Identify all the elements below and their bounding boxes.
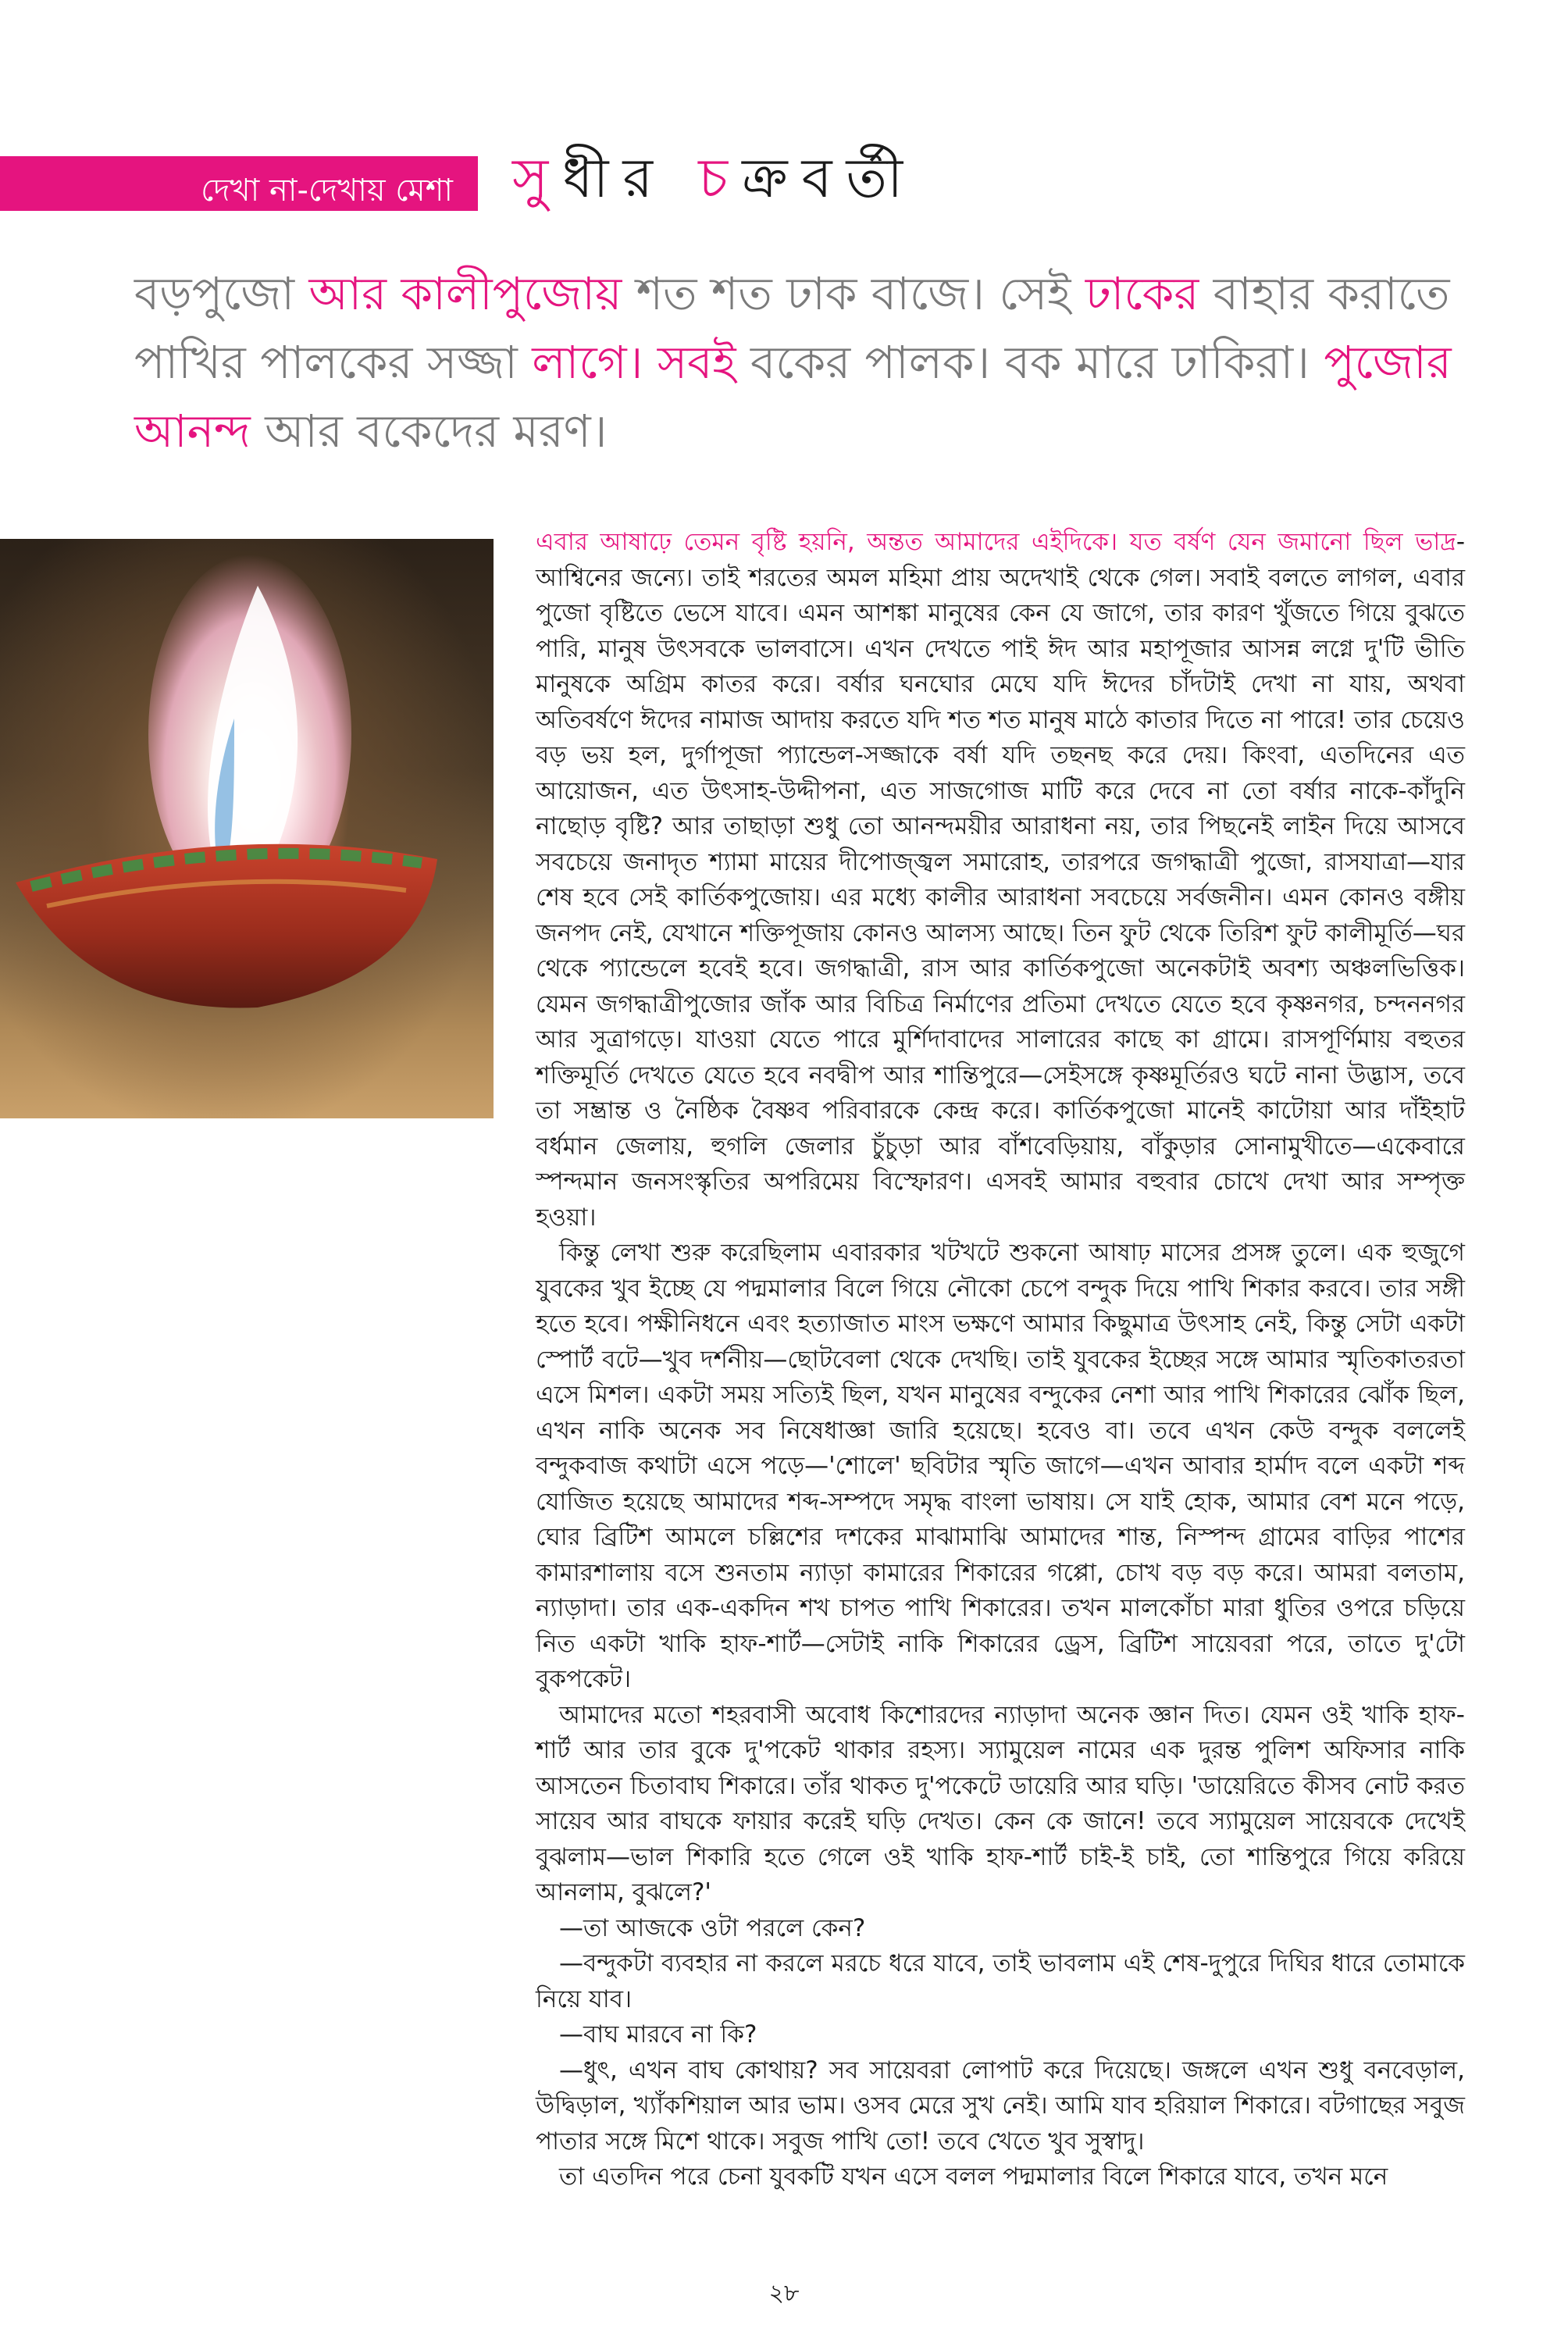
standfirst-text: আর বকেদের মরণ। [250,405,608,458]
section-tag-label: দেখা না-দেখায় মেশা [201,173,453,209]
standfirst-highlight: পুজোর আনন্দ [134,336,1452,458]
standfirst-text: বড়পুজো [134,267,309,320]
article-paragraph-text: -আশ্বিনের জন্যে। তাই শরতের অমল মহিমা প্রায় অদেখাই থেকে গেল। সবাই বলতে লাগল, এবার পুজো বৃষ্টিতে ভেসে যাবে। এমন আশঙ্কা মানুষের কেন যে জাগে, তার কারণ খুঁজতে গিয়ে বুঝতে পারি, মানুষ উৎসবকে ভালবাসে। এখন দেখতে পাই ঈদ আর মহাপূজার আসন্ন লগ্নে দু'টি ভীতি মানুষকে অগ্রিম কাতর করে। বর্ষার ঘনঘোর মেঘে যদি ঈদের চাঁদটাই দেখা না যায়, অথবা অতিবর্ষণে ঈদের নামাজ আদায় করতে যদি শত শত মানুষ মাঠে কাতার দিতে না পারে! তার চেয়েও বড় ভয় হল, দুর্গাপূজা প্যান্ডেল-সজ্জাকে বর্ষা যদি তছনছ করে দেয়। কিংবা, এতদিনের এত আয়োজন, এত উৎসাহ-উদ্দীপনা, এত সাজগোজ মাটি করে দেবে না তো বর্ষার নাকে-কাঁদুনি নাছোড় বৃষ্টি? আর তাছাড়া শুধু তো আনন্দময়ীর আরাধনা নয়, তার পিছনেই লাইন দিয়ে আসবে সবচেয়ে জনাদৃত শ্যামা মায়ের দীপোজ্জ্বল সমারোহ, তারপরে জগদ্ধাত্রী পুজো, রাসযাত্রা—যার শেষ হবে সেই কার্তিকপুজোয়। এর মধ্যে কালীর আরাধনা সবচেয়ে সর্বজনীন। এমন কোনও বঙ্গীয় জনপদ নেই, যেখানে শক্তিপূজায় কোনও আলস্য আছে। তিন ফুট থেকে তিরিশ ফুট কালীমূর্তি—ঘর থেকে প্যান্ডেলে হবেই হবে। জগদ্ধাত্রী, রাস আর কার্তিকপুজো অনেকটাই অবশ্য অঞ্চলভিত্তিক। যেমন জগদ্ধাত্রীপুজোর জাঁক আর বিচিত্র নির্মাণের প্রতিমা দেখতে যেতে হবে কৃষ্ণনগর, চন্দননগর আর সুত্রাগড়ে। যাওয়া যেতে পারে মুর্শিদাবাদের সালারের কাছে কা গ্রামে। রাসপূর্ণিমায় বহুতর শক্তিমূর্তি দেখতে যেতে হবে নবদ্বীপ আর শান্তিপুরে—সেইসঙ্গে কৃষ্ণমূর্তিরও ঘটে নানা উদ্ভাস, তবে তা সম্ভ্রান্ত ও নৈষ্ঠিক বৈষ্ণব পরিবারকে কেন্দ্র করে। কার্তিকপুজো মানেই কাটোয়া আর দাঁইহাট বর্ধমান জেলায়, হুগলি জেলার চুঁচুড়া আর বাঁশবেড়িয়ায়, বাঁকুড়ার সোনামুখীতে—একেবারে স্পন্দমান জনসংস্কৃতির অপরিমেয় বিস্ফোরণ। এসবই আমার বহুবার চোখে দেখা আর সম্পৃক্ত হওয়া। [536,528,1465,1232]
author-name-part: সু [512,146,563,210]
standfirst-text: বাহার করাতে পাখির পালকের সজ্জা [134,267,1450,389]
dialogue-line: —বাঘ মারবে না কি? [559,2020,757,2049]
standfirst-text: বকের পালক। বক মারে ঢাকিরা। [736,336,1324,389]
standfirst-highlight: লাগে। সবই [532,336,736,389]
article-paragraph [536,525,1465,1236]
diya-lamp-illustration [0,539,494,1118]
standfirst-text: শত শত ঢাক বাজে। সেই [622,267,1085,320]
dialogue-line: —ধুৎ, এখন বাঘ কোথায়? সব সায়েবরা লোপাট করে দিয়েছে। জঙ্গলে এখন শুধু বনবেড়াল, উদ্বিড়াল, খ্যাঁকশিয়াল আর ভাম। ওসব মেরে সুখ নেই। আমি যাব হরিয়াল শিকারে। বটগাছের সবুজ পাতার সঙ্গে মিশে থাকে। সবুজ পাখি তো! তবে খেতে খুব সুস্বাদু। [536,2056,1465,2156]
author-name-part: ধীর [562,146,668,210]
standfirst-highlight: আর কালীপুজোয় [308,267,622,320]
dialogue-line: —বন্দুকটা ব্যবহার না করলে মরচে ধরে যাবে, তাই ভাবলাম এই শেষ-দুপুরে দিঘির ধারে তোমাকে নিয়ে যাব। [536,1949,1465,2013]
article-body [536,525,1465,2195]
standfirst [134,259,1462,465]
article-lead: এবার আষাঢ়ে তেমন বৃষ্টি হয়নি, অন্তত আমাদের এইদিকে। যত বর্ষণ যেন জমানো ছিল ভাদ্র [536,528,1456,556]
article-paragraph: আমাদের মতো শহরবাসী অবোধ কিশোরদের ন্যাড়াদা অনেক জ্ঞান দিত। যেমন ওই খাকি হাফ-শার্ট আর তার বুকে দু'পকেট থাকার রহস্য। স্যামুয়েল নামের এক দুরন্ত পুলিশ অফিসার নাকি আসতেন চিতাবাঘ শিকারে। তাঁর থাকত দু'পকেটে ডায়েরি আর ঘড়ি। 'ডায়েরিতে কীসব নোট করত সায়েব আর বাঘকে ফায়ার করেই ঘড়ি দেখত। কেন কে জানে! তবে স্যামুয়েল সায়েবকে দেখেই বুঝলাম—ভাল শিকারি হতে গেলে ওই খাকি হাফ-শার্ট চাই-ই চাই, তো শান্তিপুরে গিয়ে করিয়ে আনলাম, বুঝলে?' [536,1700,1465,1906]
article-paragraph: কিন্তু লেখা শুরু করেছিলাম এবারকার খটখটে শুকনো আষাঢ় মাসের প্রসঙ্গ তুলে। এক হুজুগে যুবকের খুব ইচ্ছে যে পদ্মমালার বিলে গিয়ে নৌকো চেপে বন্দুক দিয়ে পাখি শিকার করবে। তার সঙ্গী হতে হবে। পক্ষীনিধনে এবং হত্যাজাত মাংস ভক্ষণে আমার কিছুমাত্র উৎসাহ নেই, কিন্তু সেটা একটা স্পোর্ট বটে—খুব দর্শনীয়—ছোটবেলা থেকে দেখছি। তাই যুবকের ইচ্ছের সঙ্গে আমার স্মৃতিকাতরতা এসে মিশল। একটা সময় সত্যিই ছিল, যখন মানুষের বন্দুকের নেশা আর পাখি শিকারের ঝোঁক ছিল, এখন নাকি অনেক সব নিষেধাজ্ঞা জারি হয়েছে। হবেও বা। তবে এখন কেউ বন্দুক বললেই বন্দুকবাজ কথাটা এসে পড়ে—'শোলে' ছবিটার স্মৃতি জাগে—এখন আবার হার্মাদ বলে একটা শব্দ যোজিত হয়েছে আমাদের শব্দ-সম্পদে সমৃদ্ধ বাংলা ভাষায়। সে যাই হোক, আমার বেশ মনে পড়ে, ঘোর ব্রিটিশ আমলে চল্লিশের দশকের মাঝামাঝি আমাদের শান্ত, নিস্পন্দ গ্রামের বাড়ির পাশের কামারশালায় বসে শুনতাম ন্যাড়া কামারের শিকারের গপ্পো, চোখ বড় বড় করে। আমরা বলতাম, ন্যাড়াদা। তার এক-একদিন শখ চাপত পাখি শিকারের। তখন মালকোঁচা মারা ধুতির ওপরে চড়িয়ে নিত একটা খাকি হাফ-শার্ট—সেটাই নাকি শিকারের ড্রেস, ব্রিটিশ সায়েবরা পরে, তাতে দু'টো বুকপকেট। [536,1239,1465,1693]
section-tag [0,156,478,211]
dialogue-line: —তা আজকে ওটা পরলে কেন? [559,1913,866,1942]
author-name [512,147,917,209]
article-paragraph: তা এতদিন পরে চেনা যুবকটি যখন এসে বলল পদ্মমালার বিলে শিকারে যাবে, তখন মনে [559,2163,1388,2191]
author-name-part: ক্রবর্তী [742,146,918,210]
diya-lamp-photo [0,539,494,1118]
standfirst-highlight: ঢাকের [1085,267,1199,320]
author-name-part: চ [698,146,743,210]
page-number: ২৮ [768,2280,800,2307]
